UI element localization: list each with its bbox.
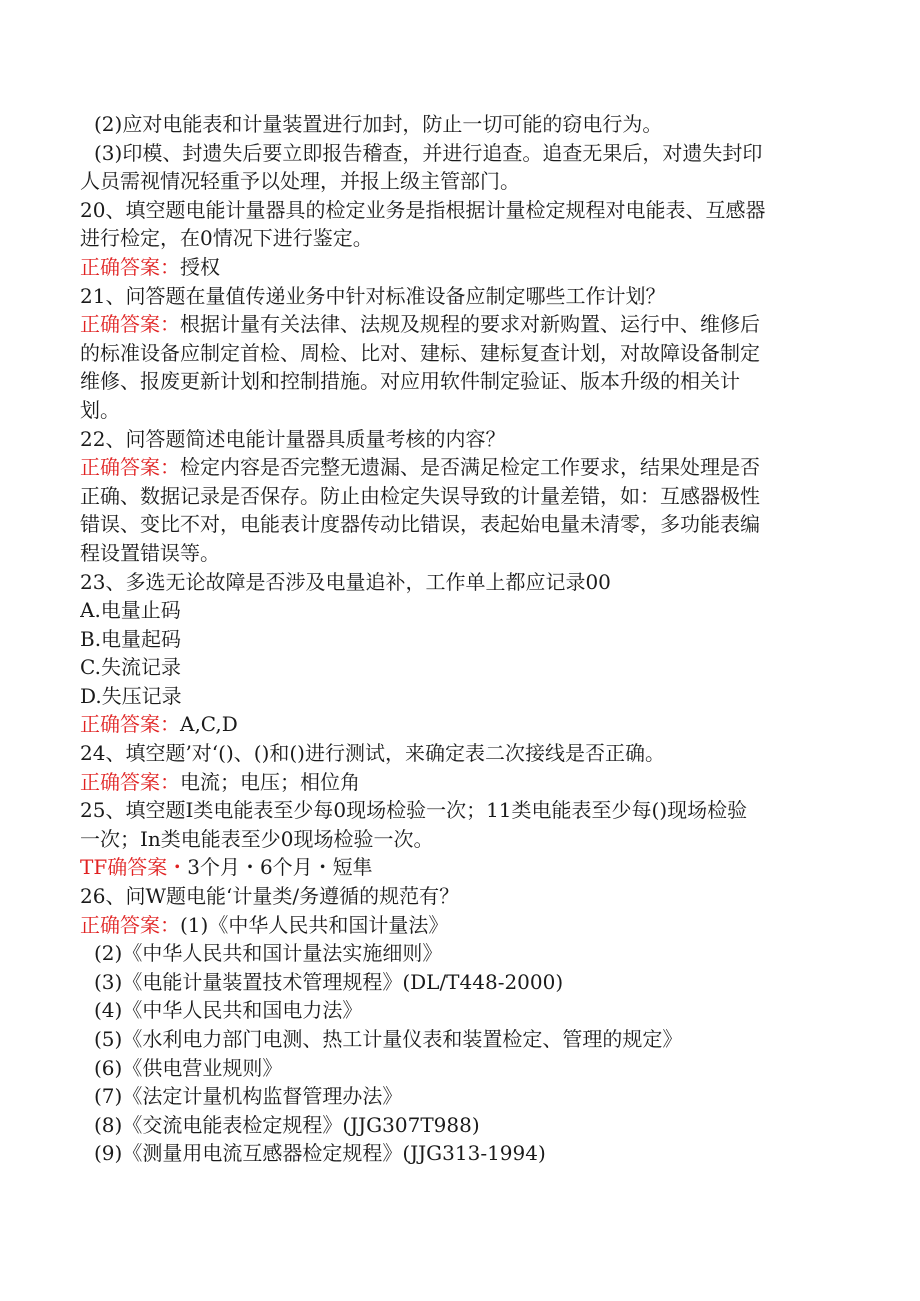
document-page xyxy=(80,110,840,1168)
text-line: (2)应对电能表和计量装置进行加封，防止一切可能的窃电行为。 xyxy=(94,112,663,136)
text-line: 人员需视情况轻重予以处理，并报上级主管部门。 xyxy=(80,169,520,194)
answer-label: 正确答案： xyxy=(80,254,180,279)
answer-text: 授权 xyxy=(180,254,220,279)
answer-label: 正确答案： xyxy=(80,712,180,737)
text-line: 程设置错误等。 xyxy=(80,540,220,565)
list-item: (5)《水利电力部门电测、热工计量仪表和装置检定、管理的规定》 xyxy=(94,1027,683,1051)
answer-text: 3个月・6个月・短隼 xyxy=(187,855,373,880)
answer-label: 正确答案： xyxy=(80,769,180,794)
list-item: (4)《中华人民共和国电力法》 xyxy=(94,998,363,1023)
list-item: (9)《测量用电流互感器检定规程》(JJG313-1994) xyxy=(94,1141,546,1166)
text-line: 的标准设备应制定首检、周检、比对、建标、建标复查计划，对故障设备制定 xyxy=(80,340,760,365)
answer-label: 正确答案： xyxy=(80,312,180,337)
answer-text: 根据计量有关法律、法规及规程的要求对新购置、运行中、维修后 xyxy=(180,312,760,337)
text-line: 进行检定，在0情况下进行鉴定。 xyxy=(80,226,373,251)
option-b: B.电量起码 xyxy=(80,626,182,651)
text-line: 维修、报废更新计划和控制措施。对应用软件制定验证、版本升级的相关计 xyxy=(80,369,740,394)
answer-line xyxy=(80,853,840,882)
list-item: (8)《交流电能表检定规程》(JJG307T988) xyxy=(94,1112,480,1137)
option-d: D.失压记录 xyxy=(80,683,182,708)
text-line: 错误、变比不对，电能表计度器传动比错误，表起始电量未清零，多功能表编 xyxy=(80,512,760,537)
answer-text: 检定内容是否完整无遗漏、是否满足检定工作要求，结果处理是否 xyxy=(180,455,760,480)
answer-label: 正确答案： xyxy=(80,912,180,937)
answer-label: TF确答案・ xyxy=(80,855,188,880)
question-26: 26、问W题电能‘计量类/务遵循的规范有？ xyxy=(80,884,460,909)
text-line: 一次；In类电能表至少0现场检验一次。 xyxy=(80,826,434,851)
answer-text: A,C,D xyxy=(180,712,238,737)
answer-label: 正确答案： xyxy=(80,455,180,480)
question-23: 23、多选无论故障是否涉及电量追补，工作单上都应记录00 xyxy=(80,569,611,594)
question-22: 22、问答题简述电能计量器具质量考核的内容？ xyxy=(80,426,506,451)
answer-text: (1)《中华人民共和国计量法》 xyxy=(180,912,449,937)
option-a: A.电量止码 xyxy=(80,598,181,623)
list-item: (2)《中华人民共和国计量法实施细则》 xyxy=(94,941,443,966)
question-25: 25、填空题I类电能表至少每0现场检验一次；11类电能表至少每()现场检验 xyxy=(80,798,748,823)
answer-line xyxy=(80,253,840,282)
answer-line xyxy=(80,453,840,482)
answer-line xyxy=(80,768,840,797)
list-item: (6)《供电营业规则》 xyxy=(94,1055,283,1080)
text-line: 划。 xyxy=(80,397,120,422)
list-item: (3)《电能计量装置技术管理规程》(DL/T448-2000) xyxy=(94,969,564,994)
answer-line xyxy=(80,710,840,739)
question-20: 20、填空题电能计量器具的检定业务是指根据计量检定规程对电能表、互感器 xyxy=(80,197,766,222)
text-line: 正确、数据记录是否保存。防止由检定失误导致的计量差错，如：互感器极性 xyxy=(80,483,760,508)
answer-text: 电流；电压；相位角 xyxy=(180,769,360,794)
option-c: C.失流记录 xyxy=(80,655,181,680)
question-21: 21、问答题在量值传递业务中针对标准设备应制定哪些工作计划？ xyxy=(80,283,666,308)
answer-line xyxy=(80,310,840,339)
answer-line xyxy=(80,911,840,940)
question-24: 24、填空题’对‘()、()和()进行测试，来确定表二次接线是否正确。 xyxy=(80,741,665,766)
list-item: (7)《法定计量机构监督管理办法》 xyxy=(94,1084,403,1109)
text-line: (3)印模、封遗失后要立即报告稽查，并进行追查。追查无果后，对遗失封印 xyxy=(94,140,763,165)
